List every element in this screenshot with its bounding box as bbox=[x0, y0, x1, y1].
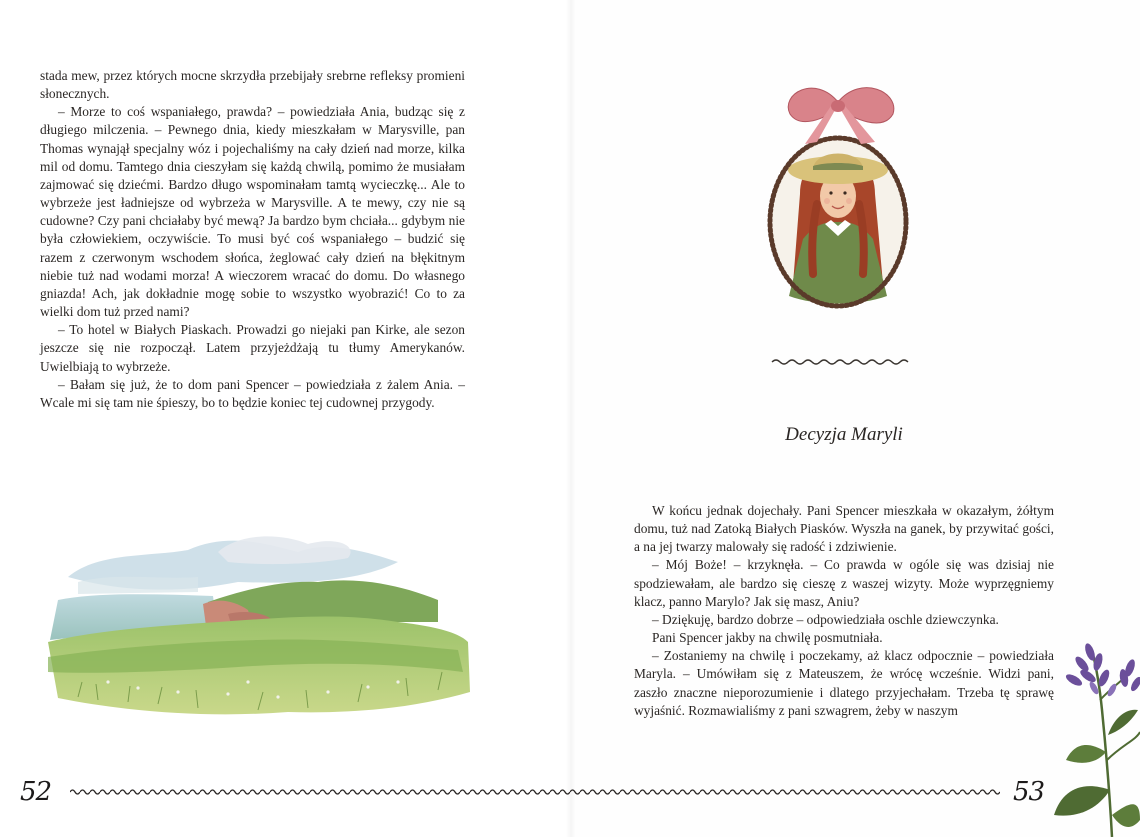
paragraph: Pani Spencer jakby na chwilę posmutniała. bbox=[652, 630, 883, 646]
book-gutter bbox=[566, 0, 576, 837]
portrait-illustration bbox=[765, 74, 915, 309]
page-number-right: 53 bbox=[1013, 777, 1045, 807]
paragraph: – Zostaniemy na chwilę i poczekamy, aż klacz odpocznie – powiedziała Maryla. – Umówiłam się z Mateuszem, że wrócę wcześnie. Widzi pani, zaszło znaczne nieporozumienie i dlatego przyjechałam. Trzeba tę sprawę wyjaśnić. Rozmawialiśmy z pani szwagrem, żeby w naszym bbox=[634, 648, 1054, 718]
bottom-rule-ornament bbox=[70, 786, 1000, 798]
paragraph: stada mew, przez których mocne skrzydła przebijały srebrne refleksy promieni słonecznych. bbox=[40, 68, 465, 102]
paragraph: W końcu jednak dojechały. Pani Spencer mieszkała w okazałym, żółtym domu, tuż nad Zatoką Białych Piasków. Wyszła na ganek, by przywitać gości, a na jej twarzy malowały się radość i zdziwienie. bbox=[634, 503, 1054, 555]
paragraph: – To hotel w Białych Piaskach. Prowadzi go niejaki pan Kirke, ale sezon jeszcze się nie rozpoczął. Latem przyjeżdżają tu tłumy Amerykanów. Uwielbiają to wybrzeże. bbox=[40, 322, 465, 374]
flower-illustration bbox=[1052, 640, 1140, 837]
left-page-text bbox=[40, 67, 465, 412]
divider-ornament bbox=[770, 357, 915, 367]
paragraph: – Bałam się już, że to dom pani Spencer – powiedziała z żalem Ania. – Wcale mi się tam nie śpieszy, bo to będzie koniec tej cudownej przygody. bbox=[40, 376, 465, 410]
page-number-left: 52 bbox=[20, 777, 52, 807]
paragraph: – Morze to coś wspaniałego, prawda? – powiedziała Ania, budząc się z długiego milczenia. – Pewnego dnia, kiedy mieszkałam w Marysville, pan Thomas wynajął specjalny wóz i pojechaliśmy na cały dzień nad morze, kilka mil od domu. Tamtego dnia cieszyłam się każdą chwilą, pomimo że musiałam zajmować się dziećmi. Bardzo długo wspominałam tamtą wycieczkę... Ale to wybrzeże jest ładniejsze od wybrzeża w Marysville. A te mewy, czy nie są cudowne? Czy pani chciałaby być mewą? Ja bardzo bym chciała... gdybym nie była człowiekiem, oczywiście. To musi być coś wspaniałego – budzić się razem z czerwonym wschodem słońca, żeglować cały dzień na błękitnym niebie tuż nad wodami morza! A wieczorem wracać do domu. Do własnego gniazda! Ach, jak dokładnie mogę sobie to wszystko wyobrazić! Co to za wielki dom tuż przed nami? bbox=[40, 104, 465, 320]
right-page-text bbox=[634, 502, 1054, 720]
chapter-title: Decyzja Maryli bbox=[785, 424, 903, 445]
paragraph: – Mój Boże! – krzyknęła. – Co prawda w ogóle się was dzisiaj nie spodziewałam, ale bardzo się cieszę z waszej wizyty. Może wyprzęgniemy klacz, panno Marylo? Jak się masz, Aniu? bbox=[634, 557, 1054, 609]
paragraph: – Dziękuję, bardzo dobrze – odpowiedziała oschle dziewczynka. bbox=[652, 611, 999, 627]
landscape-illustration bbox=[38, 522, 474, 722]
